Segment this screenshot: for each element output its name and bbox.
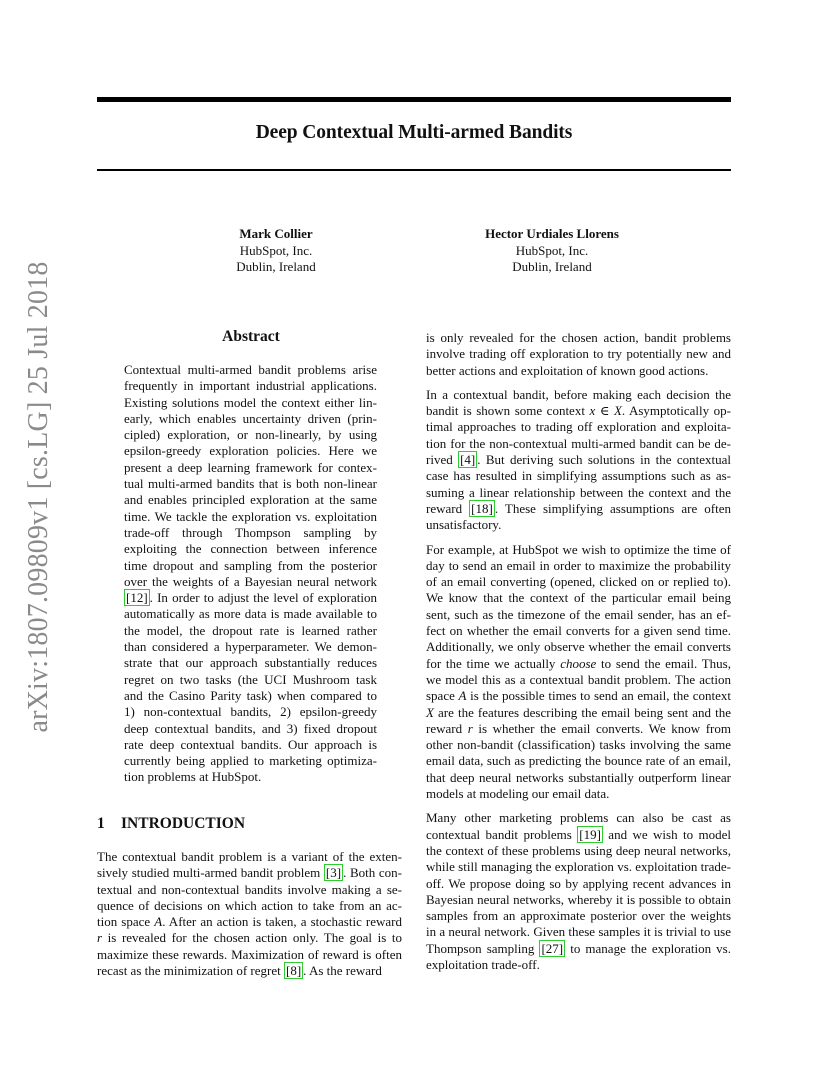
text: Many other marketing problems can also be cast as contextual bandit problems <box>426 810 731 842</box>
intro-paragraph <box>97 849 402 979</box>
text: In a contextual bandit, before making each decision the bandit is shown some context <box>426 386 731 419</box>
math-var: A <box>458 688 467 704</box>
text: to send the email. Thus, we model this as a contextual bandit problem. The action space <box>426 655 731 704</box>
text: . But deriving such solutions in the contextual case has resulted in simplifying assumptions such as assuming a linear relationship between the context and the reward <box>426 452 732 516</box>
title-rule-bottom <box>97 169 731 171</box>
author-name: Mark Collier <box>239 226 313 241</box>
math-expr: x ∈ X <box>589 403 622 419</box>
author-location: Dublin, Ireland <box>236 259 316 274</box>
title-rule-top <box>97 97 731 102</box>
text: is revealed for the chosen action only. The goal is to maximize these rewards. Maximization of reward is often recast as the minimization of regret <box>97 930 402 979</box>
math-var: r <box>467 720 473 736</box>
author-2 <box>432 226 672 276</box>
text: . Asymptotically optimal approaches to trading off exploration and exploitation for the non-contextual multi-armed bandit can be derived <box>426 403 731 468</box>
citation-link[interactable]: [3] <box>325 865 342 881</box>
citation-link[interactable]: [12] <box>126 590 148 606</box>
paragraph <box>426 810 731 973</box>
citation-link[interactable]: [19] <box>579 826 601 842</box>
section-title: INTRODUCTION <box>121 815 246 832</box>
abstract-heading: Abstract <box>222 328 280 345</box>
abstract-text-part: Contextual multi-armed bandit problems arise frequently in important industrial applications. Existing solutions model the context either linearly, which enables uncertainty driven (principled) exploration, or non-linearly, by using epsilon-greedy exploration policies. Here we present a deep learning framework for contextual multi-armed bandits that is both non-linear and enables principled exploration at the same time. We tackle the exploration vs. exploitation trade-off through Thompson sampling by exploiting the connection between inference time dropout and sampling from the posterior over the weights of a Bayesian neural network <box>124 362 377 589</box>
author-affiliation: HubSpot, Inc. <box>239 242 313 258</box>
citation-link[interactable]: [18] <box>471 500 493 516</box>
abstract-text <box>124 362 377 786</box>
math-var: X <box>426 704 434 720</box>
text: and we wish to model the context of these problems using deep neural networks, while still managing the exploration vs. exploitation trade-off. We propose doing so by applying recent advances in Bayesian neural networks, whereby it is possible to obtain samples from an approximate posterior over the weights in a neural network. Given these samples it is trivial to use Thompson sampling <box>426 826 732 956</box>
paragraph <box>426 387 731 534</box>
math-var: A <box>154 914 163 930</box>
emphasis: choose <box>560 655 597 671</box>
text: For example, at HubSpot we wish to optimize the time of day to send an email in order to maximize the probability of an email converting (opened, clicked on or replied to). We know that the context of the particular email being sent, such as the timezone of the email sender, has an effect on whether the email converts for a given send time. Additionally, we only observe whether the email converts for the time we actually <box>426 541 731 671</box>
text: are the features describing the email being sent and the reward <box>426 704 731 736</box>
author-1 <box>156 226 396 276</box>
author-name: Hector Urdiales Llorens <box>485 226 619 241</box>
citation-link[interactable]: [4] <box>460 452 476 468</box>
math-var: r <box>97 930 103 946</box>
text: . As the reward <box>303 963 382 979</box>
paper-title: Deep Contextual Multi-armed Bandits <box>255 122 573 143</box>
text: . After an action is taken, a stochastic reward <box>162 914 403 930</box>
citation-link[interactable]: [8] <box>285 963 302 979</box>
abstract-text-part: . In order to adjust the level of exploration automatically as more data is made available to the model, the dropout rate is learned rather than considered a hyperparameter. We demonstrate that our approach substantially reduces regret on two tasks (the UCI Mushroom task and the Casino Parity task) when compared to 1) non-contextual bandits, 2) epsilon-greedy deep contextual bandits, and 3) fixed dropout rate deep contextual bandits. Our approach is currently being applied to marketing optimization problems at HubSpot. <box>124 590 377 785</box>
citation-link[interactable]: [27] <box>541 940 564 956</box>
section-heading <box>97 815 245 833</box>
text: . These simplifying assumptions are often unsatisfactory. <box>426 500 731 533</box>
right-column <box>426 330 731 981</box>
author-affiliation: HubSpot, Inc. <box>515 242 589 258</box>
text: to manage the exploration vs. exploitation trade-off. <box>426 940 731 972</box>
text: is whether the email converts. We know from other non-bandit (classification) tasks involving the same email data, such as predicting the bounce rate of an email, that deep neural networks substantially outperform linear models at modeling our email data. <box>426 720 731 802</box>
author-location: Dublin, Ireland <box>512 259 592 274</box>
arxiv-stamp: arXiv:1807.09809v1 [cs.LG] 25 Jul 2018 <box>23 261 54 733</box>
text: . Both contextual and non-contextual bandits involve making a sequence of decisions on which action to take from an action space <box>97 865 402 930</box>
paragraph <box>426 542 731 803</box>
text: The contextual bandit problem is a variant of the extensively studied multi-armed bandit problem <box>97 849 402 881</box>
paragraph: is only revealed for the chosen action, bandit problems involve trading off exploration to try potentially new and better actions and exploitation of known good actions. <box>426 330 731 378</box>
section-number: 1 <box>97 815 105 832</box>
text: is the possible times to send an email, the context <box>466 688 732 704</box>
